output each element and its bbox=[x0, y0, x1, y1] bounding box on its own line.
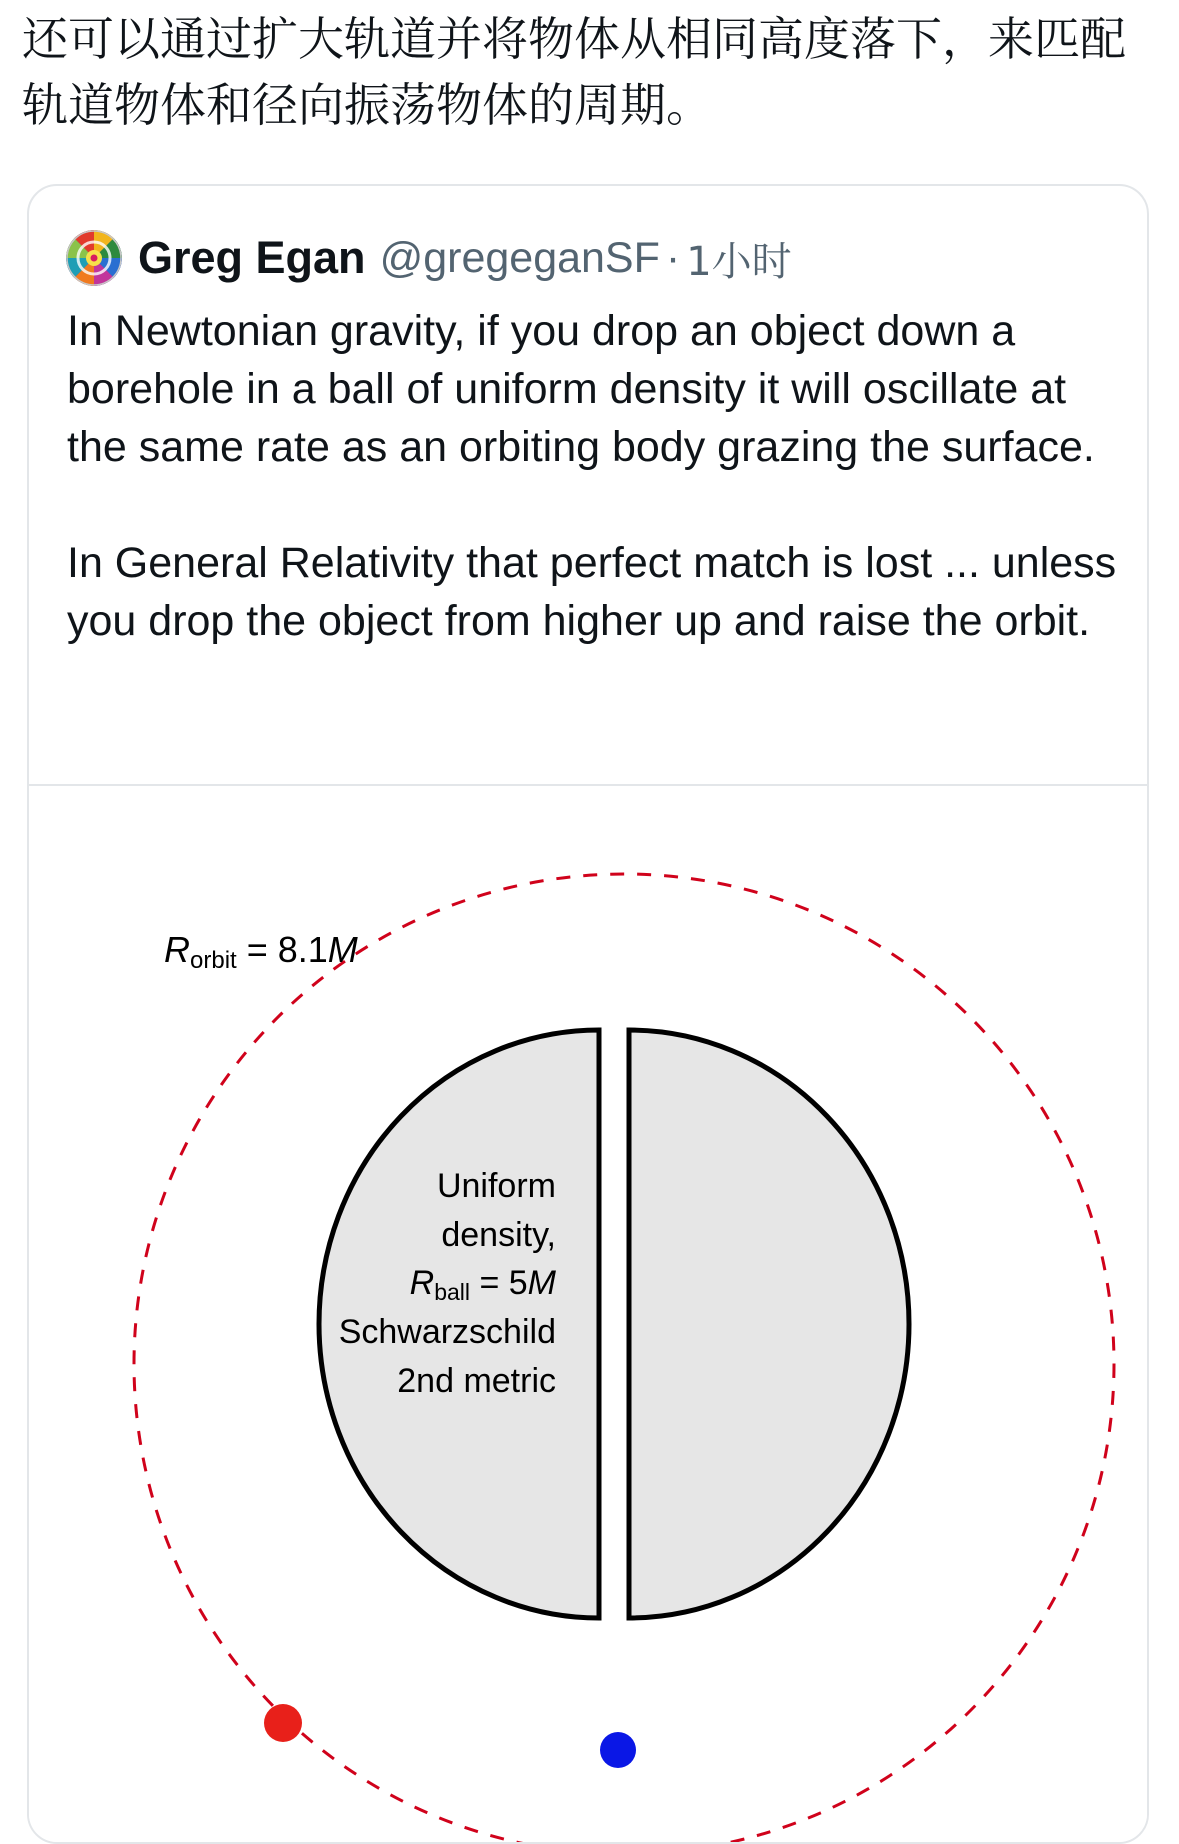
post-text bbox=[22, 6, 1152, 138]
ball-right-half bbox=[629, 1030, 909, 1618]
orbiting-body bbox=[264, 1704, 302, 1742]
author-handle[interactable]: @gregeganSF bbox=[379, 233, 660, 282]
orbit-diagram bbox=[29, 786, 1147, 1844]
header-separator: · bbox=[665, 233, 681, 282]
ball-label-metric: 2nd metric bbox=[397, 1362, 556, 1400]
quoted-tweet-text bbox=[67, 302, 1127, 650]
post-text-line-1: 还可以通过扩大轨道并将物体从相同高度落下，来匹配 bbox=[22, 12, 1126, 66]
quoted-tweet-card[interactable] bbox=[27, 184, 1149, 1844]
r-ball-value: = 5 bbox=[470, 1264, 528, 1302]
tweet-media-image[interactable] bbox=[29, 786, 1147, 1844]
r-orbit-value: = 8.1 bbox=[236, 929, 328, 970]
r-ball-unit: M bbox=[527, 1264, 556, 1302]
ball-label-density: density, bbox=[441, 1216, 556, 1254]
avatar-icon[interactable] bbox=[66, 230, 122, 286]
orbit-path bbox=[134, 874, 1114, 1844]
author-name[interactable]: Greg Egan bbox=[138, 232, 366, 283]
tweet-timestamp[interactable]: 1小时 bbox=[686, 238, 792, 285]
tweet-paragraph-2: In General Relativity that perfect match is lost ... unless you drop the object from higher up and raise the orbit. bbox=[67, 539, 1117, 645]
tweet-paragraph-1: In Newtonian gravity, if you drop an object down a borehole in a ball of uniform density it will oscillate at the same rate as an orbiting body grazing the surface. bbox=[67, 307, 1095, 471]
r-ball-label bbox=[410, 1264, 557, 1305]
r-orbit-subscript: orbit bbox=[190, 947, 237, 974]
r-ball-subscript: ball bbox=[434, 1279, 470, 1305]
r-orbit-symbol: R bbox=[164, 929, 190, 970]
ball-label-uniform: Uniform bbox=[436, 1167, 556, 1205]
quoted-tweet-header bbox=[66, 226, 792, 290]
ball-label-schwarzschild: Schwarzschild bbox=[338, 1313, 556, 1351]
r-ball-symbol: R bbox=[409, 1264, 435, 1302]
falling-body bbox=[600, 1732, 636, 1768]
r-orbit-unit: M bbox=[327, 929, 358, 970]
post-text-line-2: 轨道物体和径向振荡物体的周期。 bbox=[22, 78, 712, 132]
r-orbit-label bbox=[164, 929, 358, 974]
